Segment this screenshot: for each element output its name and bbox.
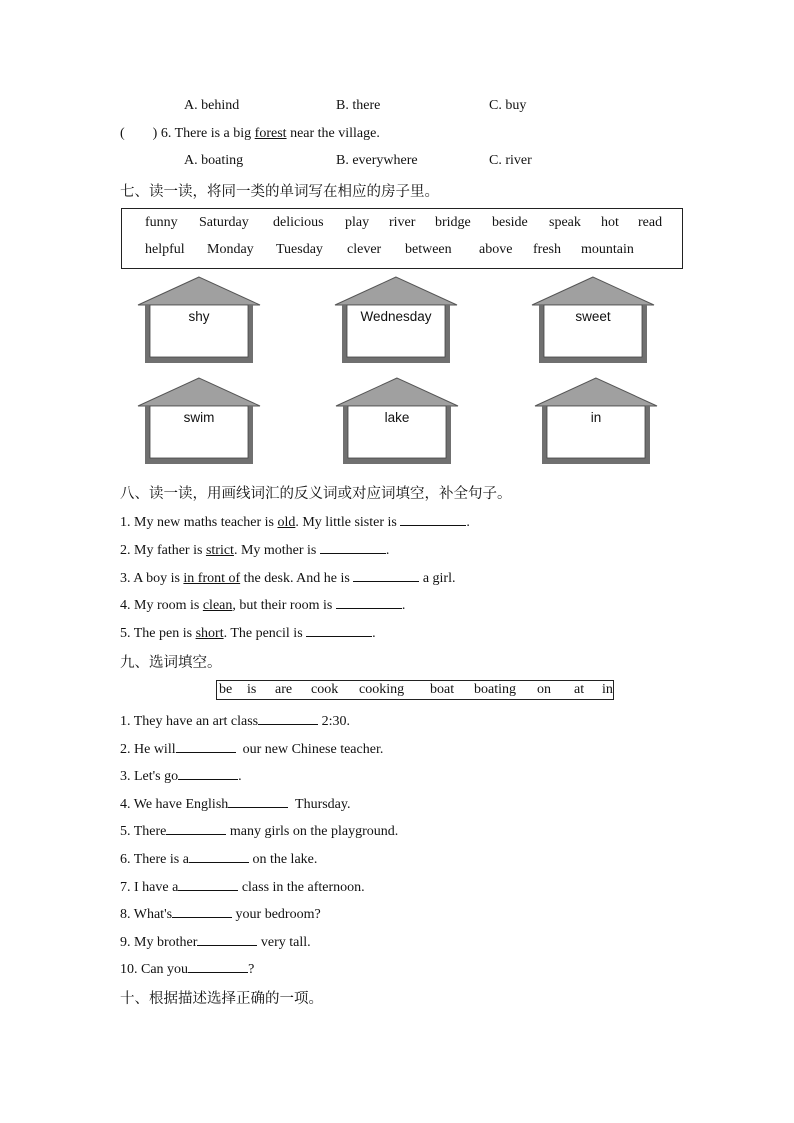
- sentence-line: [120, 766, 242, 785]
- q6-question: [120, 126, 380, 142]
- q6-option-a: A. boating: [184, 153, 244, 168]
- section8-title: 八、读一读，用画线词汇的反义词或对应词填空，补全句子。: [120, 486, 512, 502]
- sentence-text: , but their room is: [232, 598, 336, 613]
- answer-blank[interactable]: [178, 877, 238, 891]
- answer-blank[interactable]: [172, 904, 232, 918]
- question-number: 6.: [160, 126, 172, 141]
- sentence-text: . The pencil is: [223, 626, 307, 641]
- word-bank-word: play: [345, 215, 370, 230]
- sentence-text: class in the afternoon.: [238, 880, 365, 895]
- option-word: boating: [474, 682, 516, 697]
- sentence-text: . My mother is: [233, 543, 320, 558]
- word-house: [334, 276, 458, 364]
- answer-blank[interactable]: [166, 821, 226, 835]
- answer-blank[interactable]: [258, 711, 318, 725]
- house-label: swim: [183, 410, 215, 425]
- section9-title: 九、选词填空。: [120, 655, 222, 671]
- word-bank-word: speak: [549, 215, 581, 230]
- word-bank-word: clever: [347, 242, 382, 257]
- sentence-text: . My little sister is: [295, 515, 401, 530]
- answer-blank[interactable]: [306, 623, 372, 637]
- word-house: [531, 276, 655, 364]
- answer-blank[interactable]: [189, 849, 249, 863]
- sentence-text: .: [385, 543, 390, 558]
- sentence-text: 2. My father is: [120, 543, 206, 558]
- q5-option-b: B. there: [336, 98, 381, 113]
- option-word: at: [574, 682, 585, 697]
- house-label: sweet: [575, 309, 611, 324]
- sentence-text: 9. My brother: [120, 935, 198, 950]
- option-word: are: [275, 682, 293, 697]
- sentence-text: 2. He will: [120, 742, 176, 757]
- word-house: [335, 377, 459, 465]
- option-word: boat: [430, 682, 455, 697]
- sentence-text: on the lake.: [248, 852, 318, 867]
- answer-blank[interactable]: [320, 540, 386, 554]
- sentence-text: ?: [248, 962, 255, 977]
- house-label: lake: [384, 410, 410, 425]
- sentence-text: 3. Let's go: [120, 769, 179, 784]
- word-house: [534, 377, 658, 465]
- option-word: be: [219, 682, 233, 697]
- sentence-text: 10. Can you: [120, 962, 189, 977]
- answer-blank[interactable]: [336, 595, 402, 609]
- sentence-line: [120, 904, 321, 923]
- word-bank-word: river: [389, 215, 416, 230]
- answer-blank[interactable]: [176, 739, 236, 753]
- underlined-word: in front of: [183, 571, 241, 586]
- q6-text-post: near the village.: [290, 126, 380, 141]
- answer-blank[interactable]: [197, 932, 257, 946]
- sentence-text: 7. I have a: [120, 880, 179, 895]
- underlined-word: clean: [202, 598, 233, 613]
- house-label: in: [590, 410, 602, 425]
- sentence-text: a girl.: [419, 571, 456, 586]
- option-word: in: [602, 682, 613, 697]
- word-bank-word: Saturday: [199, 215, 249, 230]
- word-bank-box: [121, 208, 683, 269]
- sentence-text: your bedroom?: [232, 907, 321, 922]
- answer-blank[interactable]: [188, 959, 248, 973]
- answer-blank[interactable]: [353, 568, 419, 582]
- q6-text-pre: There is a big: [174, 126, 252, 141]
- option-word: on: [537, 682, 551, 697]
- sentence-text: 3. A boy is: [120, 571, 184, 586]
- sentence-line: [120, 711, 350, 730]
- sentence-line: [120, 821, 398, 840]
- house-label: shy: [188, 309, 210, 324]
- sentence-line: [120, 932, 311, 951]
- word-bank-word: bridge: [435, 215, 471, 230]
- word-house: [137, 276, 261, 364]
- word-options-box: [216, 680, 614, 700]
- q6-option-c: C. river: [489, 153, 532, 168]
- sentence-text: 6. There is a: [120, 852, 189, 867]
- sentence-text: Thursday.: [288, 797, 351, 812]
- sentence-text: 1. They have an art class: [120, 714, 259, 729]
- word-bank-word: Monday: [207, 242, 254, 257]
- q5-option-c: C. buy: [489, 98, 527, 113]
- sentence-text: 8. What's: [120, 907, 173, 922]
- sentence-line: [120, 794, 350, 813]
- sentence-line: [120, 623, 376, 642]
- underlined-word: old: [277, 515, 296, 530]
- section7-title: 七、读一读，将同一类的单词写在相应的房子里。: [120, 184, 439, 200]
- option-word: cook: [311, 682, 339, 697]
- sentence-text: 1. My new maths teacher is: [120, 515, 278, 530]
- sentence-line: [120, 959, 254, 978]
- word-bank-word: above: [479, 242, 513, 257]
- q6-underlined-word: forest: [254, 126, 287, 141]
- answer-parentheses[interactable]: ( ): [120, 126, 158, 141]
- sentence-text: 2:30.: [318, 714, 351, 729]
- sentence-line: [120, 877, 365, 896]
- word-bank-word: funny: [145, 215, 178, 230]
- q5-option-a: A. behind: [184, 98, 240, 113]
- option-word: is: [247, 682, 257, 697]
- sentence-line: [120, 540, 389, 559]
- word-bank-word: helpful: [145, 242, 185, 257]
- sentence-text: many girls on the playground.: [226, 824, 399, 839]
- house-label: Wednesday: [360, 309, 432, 324]
- word-bank-word: read: [638, 215, 663, 230]
- answer-blank[interactable]: [228, 794, 288, 808]
- word-bank-word: Tuesday: [276, 242, 323, 257]
- sentence-text: 4. My room is: [120, 598, 203, 613]
- word-bank-word: fresh: [533, 242, 561, 257]
- sentence-text: 5. There: [120, 824, 167, 839]
- sentence-line: [120, 595, 405, 614]
- sentence-text: very tall.: [257, 935, 311, 950]
- sentence-text: .: [466, 515, 470, 530]
- word-house: [137, 377, 261, 465]
- sentence-text: 5. The pen is: [120, 626, 196, 641]
- sentence-line: [120, 568, 455, 587]
- sentence-line: [120, 849, 317, 868]
- option-word: cooking: [359, 682, 405, 697]
- sentence-text: the desk. And he is: [240, 571, 354, 586]
- word-bank-word: beside: [492, 215, 528, 230]
- section10-title: 十、根据描述选择正确的一项。: [120, 991, 323, 1007]
- underlined-word: short: [195, 626, 224, 641]
- word-bank-word: mountain: [581, 242, 634, 257]
- underlined-word: strict: [205, 543, 234, 558]
- sentence-text: 4. We have English: [120, 797, 229, 812]
- sentence-line: [120, 739, 383, 758]
- word-bank-word: delicious: [273, 215, 324, 230]
- sentence-text: .: [401, 598, 406, 613]
- answer-blank[interactable]: [400, 512, 466, 526]
- sentence-text: our new Chinese teacher.: [235, 742, 384, 757]
- word-bank-word: hot: [601, 215, 619, 230]
- q6-option-b: B. everywhere: [336, 153, 418, 168]
- sentence-line: [120, 512, 470, 531]
- answer-blank[interactable]: [178, 766, 238, 780]
- sentence-text: .: [238, 769, 242, 784]
- word-bank-word: between: [405, 242, 452, 257]
- sentence-text: .: [372, 626, 376, 641]
